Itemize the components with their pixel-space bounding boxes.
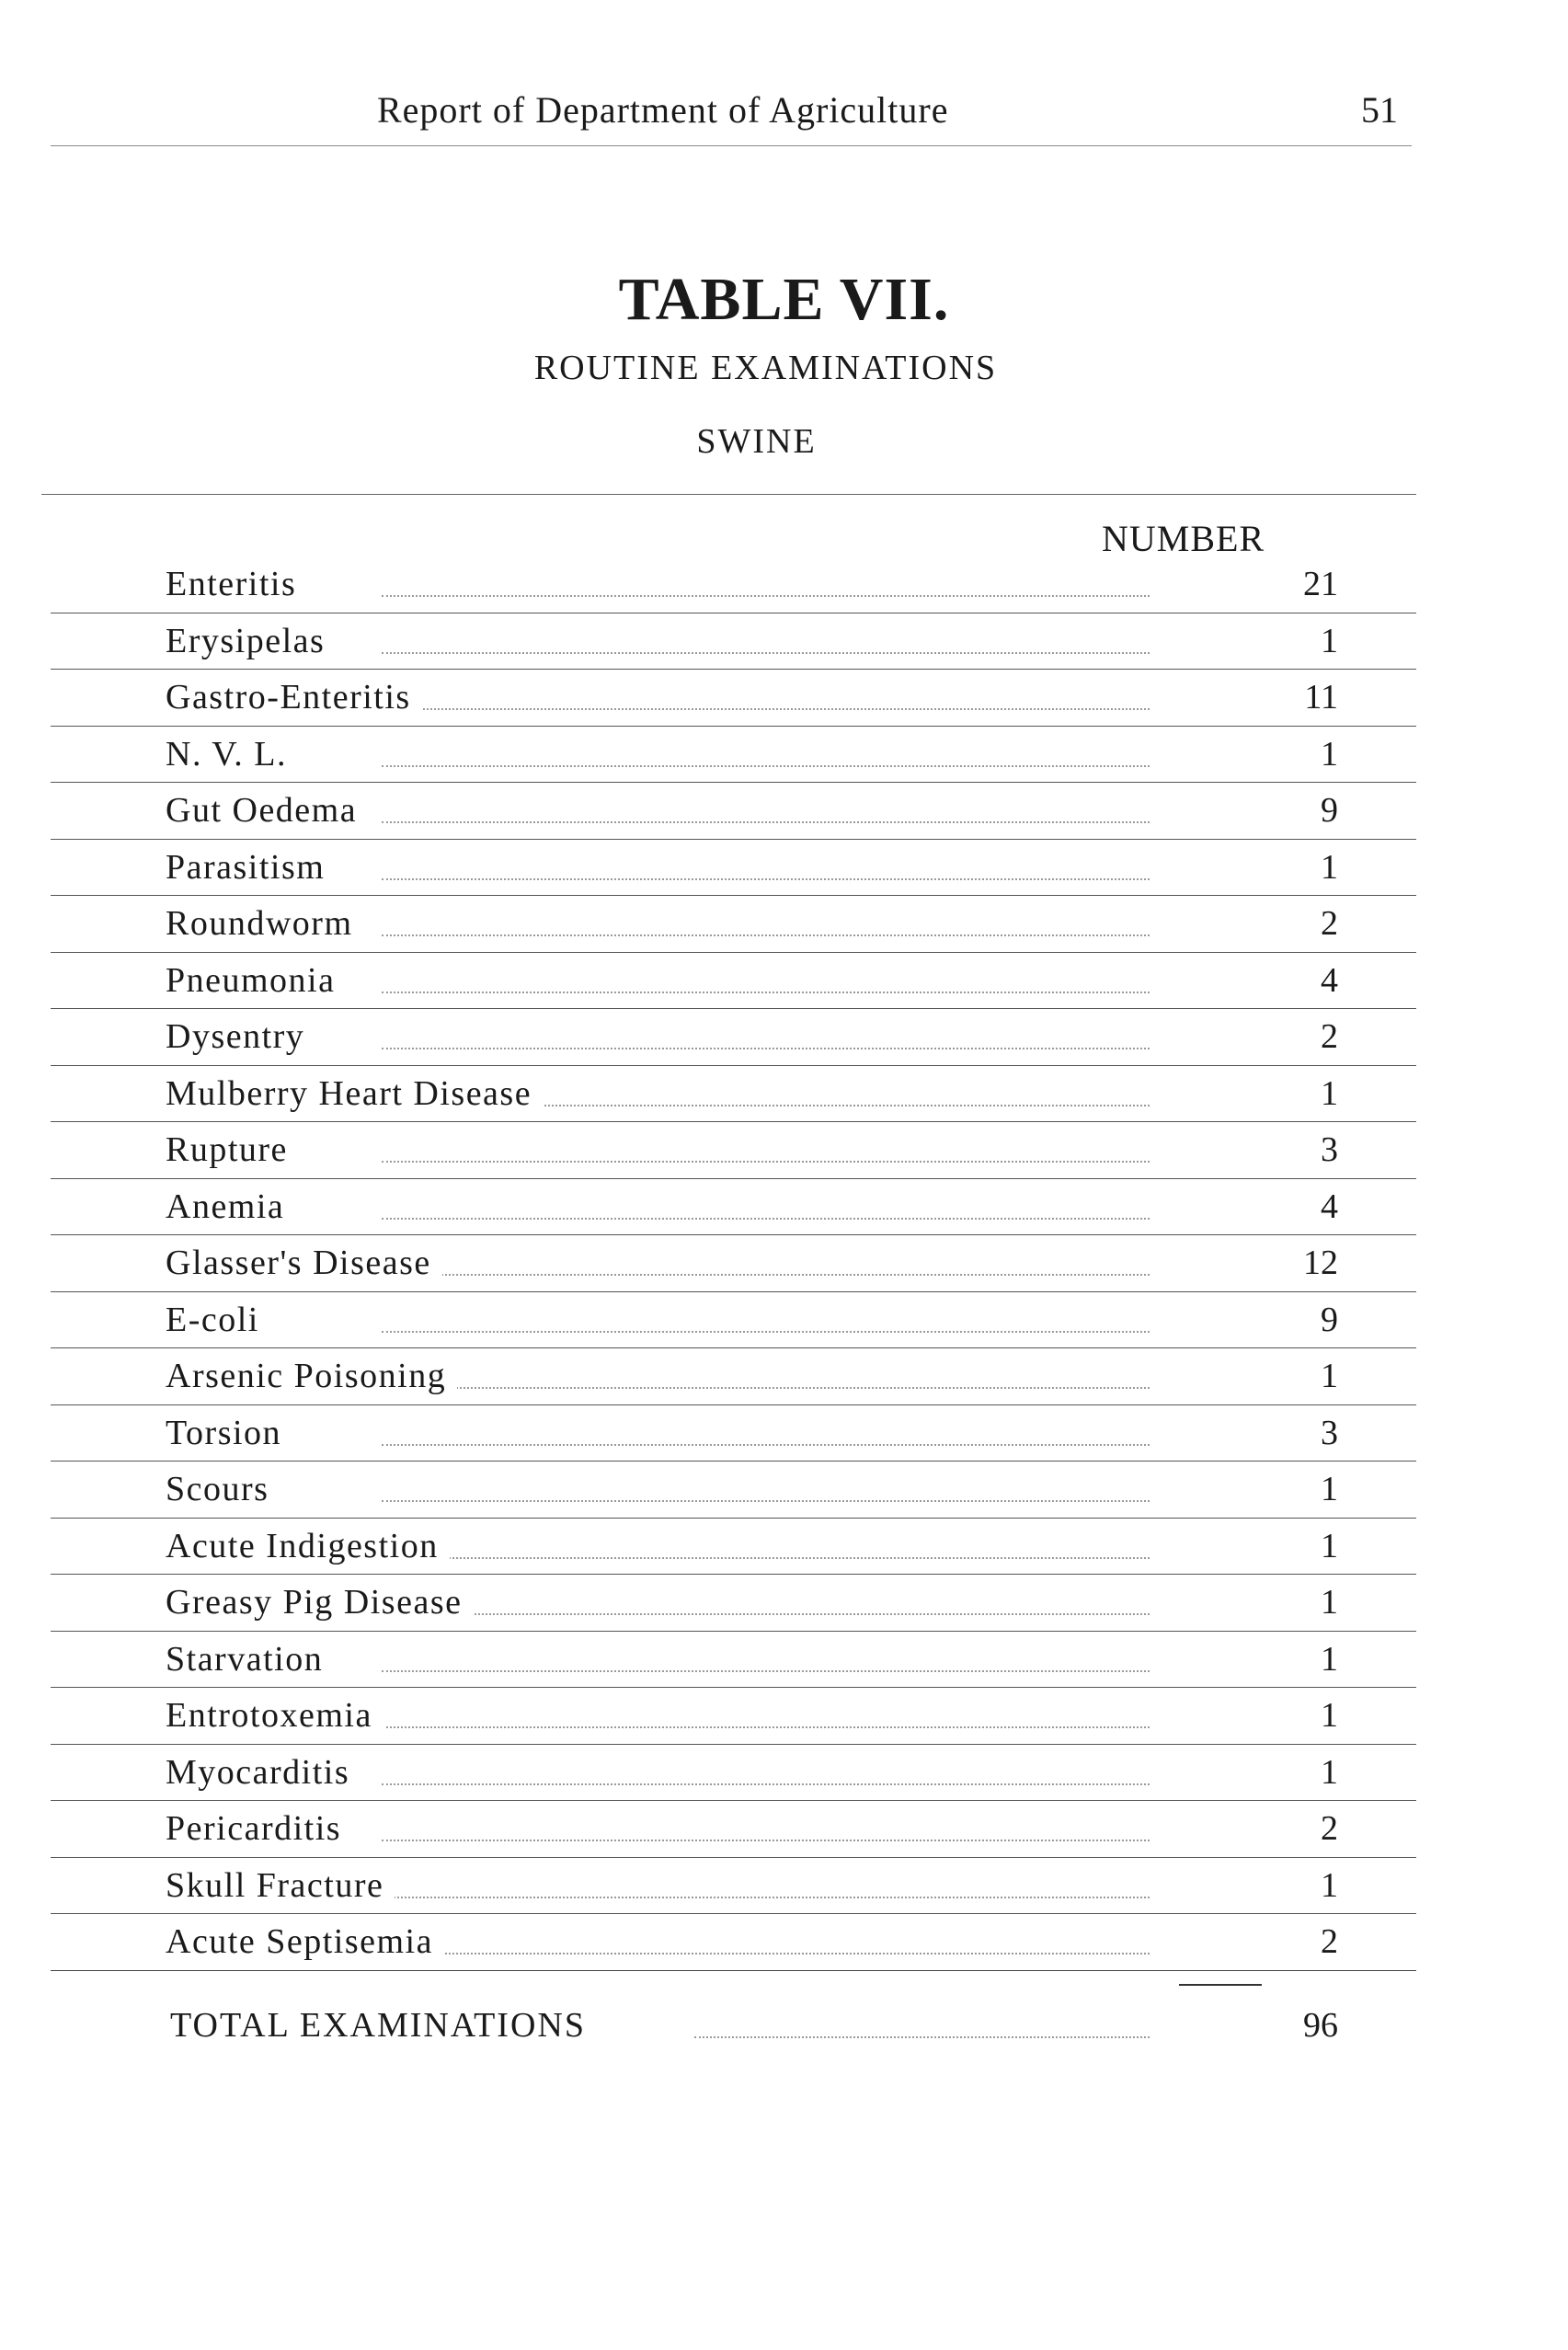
row-label: N. V. L.: [166, 734, 298, 774]
dot-leader: [382, 821, 1150, 823]
row-label: Myocarditis: [166, 1752, 361, 1793]
dot-leader: [694, 2036, 1150, 2038]
page-number: 51: [1361, 89, 1398, 131]
row-label: Roundworm: [166, 903, 364, 944]
table-row: [51, 1519, 1416, 1576]
dot-leader: [382, 1726, 1150, 1728]
table-row: [51, 1066, 1416, 1123]
row-value: 1: [1321, 1526, 1338, 1565]
dot-leader: [382, 1953, 1150, 1955]
dot-leader: [382, 652, 1150, 654]
row-value: 2: [1321, 1017, 1338, 1056]
table-title: TABLE VII.: [618, 266, 950, 333]
table-row: [51, 1179, 1416, 1236]
running-header-title: Report of Department of Agriculture: [377, 89, 949, 131]
table-row: [51, 1801, 1416, 1858]
table-row: [51, 1575, 1416, 1632]
dot-leader: [382, 1218, 1150, 1220]
table-row: [51, 613, 1416, 671]
header-rule: [51, 145, 1412, 146]
table-row: [51, 953, 1416, 1010]
row-value: 9: [1321, 1300, 1338, 1339]
dot-leader: [382, 1783, 1150, 1785]
row-label: Rupture: [166, 1129, 299, 1170]
row-value: 1: [1321, 1073, 1338, 1113]
row-value: 1: [1321, 734, 1338, 774]
total-value: 96: [1303, 2006, 1338, 2045]
dot-leader: [382, 1557, 1150, 1559]
table-category: SWINE: [696, 422, 817, 461]
row-value: 3: [1321, 1130, 1338, 1169]
row-value: 3: [1321, 1413, 1338, 1452]
row-label: E-coli: [166, 1300, 270, 1340]
row-label: Torsion: [166, 1413, 292, 1453]
row-label: Entrotoxemia: [166, 1695, 383, 1736]
table-row: [51, 1122, 1416, 1179]
table-row: [51, 840, 1416, 897]
table-row: [51, 670, 1416, 727]
row-label: Gastro-Enteritis: [166, 677, 422, 717]
dot-leader: [382, 595, 1150, 597]
row-label: Mulberry Heart Disease: [166, 1073, 543, 1114]
table-row: [51, 1009, 1416, 1066]
table-row: [51, 1235, 1416, 1292]
row-value: 1: [1321, 847, 1338, 887]
row-value: 12: [1303, 1244, 1338, 1282]
dot-leader: [382, 1274, 1150, 1276]
row-label: Glasser's Disease: [166, 1243, 442, 1283]
row-value: 1: [1321, 621, 1338, 660]
table-row: [51, 556, 1416, 613]
row-value: 2: [1321, 1809, 1338, 1848]
row-label: Anemia: [166, 1186, 295, 1227]
table-top-rule: [41, 494, 1416, 495]
row-label: Acute Indigestion: [166, 1526, 450, 1566]
table-row: [51, 1405, 1416, 1462]
row-label: Skull Fracture: [166, 1865, 395, 1906]
dot-leader: [382, 1331, 1150, 1333]
row-label: Pericarditis: [166, 1808, 352, 1849]
dot-leader: [382, 765, 1150, 767]
table-row: [51, 783, 1416, 840]
dot-leader: [382, 1670, 1150, 1672]
dot-leader: [382, 878, 1150, 880]
table-row: [51, 727, 1416, 784]
table-row: [51, 1914, 1416, 1971]
row-value: 4: [1321, 960, 1338, 1000]
row-value: 2: [1321, 1922, 1338, 1961]
table-row: [51, 1688, 1416, 1745]
row-label: Starvation: [166, 1639, 334, 1679]
dot-leader: [382, 1897, 1150, 1898]
dot-leader: [382, 1613, 1150, 1615]
row-label: Greasy Pig Disease: [166, 1582, 473, 1622]
sum-rule: [1179, 1984, 1262, 1986]
row-value: 9: [1321, 791, 1338, 830]
row-value: 4: [1321, 1186, 1338, 1226]
row-label: Dysentry: [166, 1016, 315, 1057]
examination-table: [51, 556, 1416, 1971]
row-label: Pneumonia: [166, 960, 346, 1001]
row-value: 2: [1321, 904, 1338, 943]
table-row: [51, 1858, 1416, 1915]
row-value: 21: [1303, 565, 1338, 603]
row-value: 1: [1321, 1639, 1338, 1679]
dot-leader: [382, 1444, 1150, 1446]
row-value: 1: [1321, 1752, 1338, 1792]
row-value: 1: [1321, 1470, 1338, 1508]
table-row: [51, 1632, 1416, 1689]
dot-leader: [382, 1500, 1150, 1502]
row-value: 1: [1321, 1583, 1338, 1622]
table-row: [51, 1292, 1416, 1349]
row-value: 1: [1321, 1357, 1338, 1395]
dot-leader: [382, 1840, 1150, 1841]
row-label: Acute Septisemia: [166, 1921, 444, 1962]
row-value: 11: [1304, 678, 1338, 716]
dot-leader: [382, 934, 1150, 936]
row-label: Enteritis: [166, 564, 307, 604]
total-label: TOTAL EXAMINATIONS: [170, 2005, 597, 2046]
row-label: Scours: [166, 1469, 280, 1509]
total-row: [51, 2005, 1416, 2060]
row-label: Erysipelas: [166, 621, 336, 661]
dot-leader: [382, 992, 1150, 993]
dot-leader: [382, 708, 1150, 710]
row-value: 1: [1321, 1865, 1338, 1905]
row-label: Arsenic Poisoning: [166, 1356, 457, 1396]
row-label: Gut Oedema: [166, 790, 368, 831]
table-row: [51, 1348, 1416, 1405]
row-value: 1: [1321, 1696, 1338, 1735]
row-label: Parasitism: [166, 847, 336, 888]
table-row: [51, 1462, 1416, 1519]
table-subtitle: ROUTINE EXAMINATIONS: [533, 349, 998, 387]
table-row: [51, 1745, 1416, 1802]
dot-leader: [382, 1387, 1150, 1389]
dot-leader: [382, 1161, 1150, 1163]
dot-leader: [382, 1048, 1150, 1049]
number-column-header: NUMBER: [1102, 518, 1265, 559]
table-row: [51, 896, 1416, 953]
